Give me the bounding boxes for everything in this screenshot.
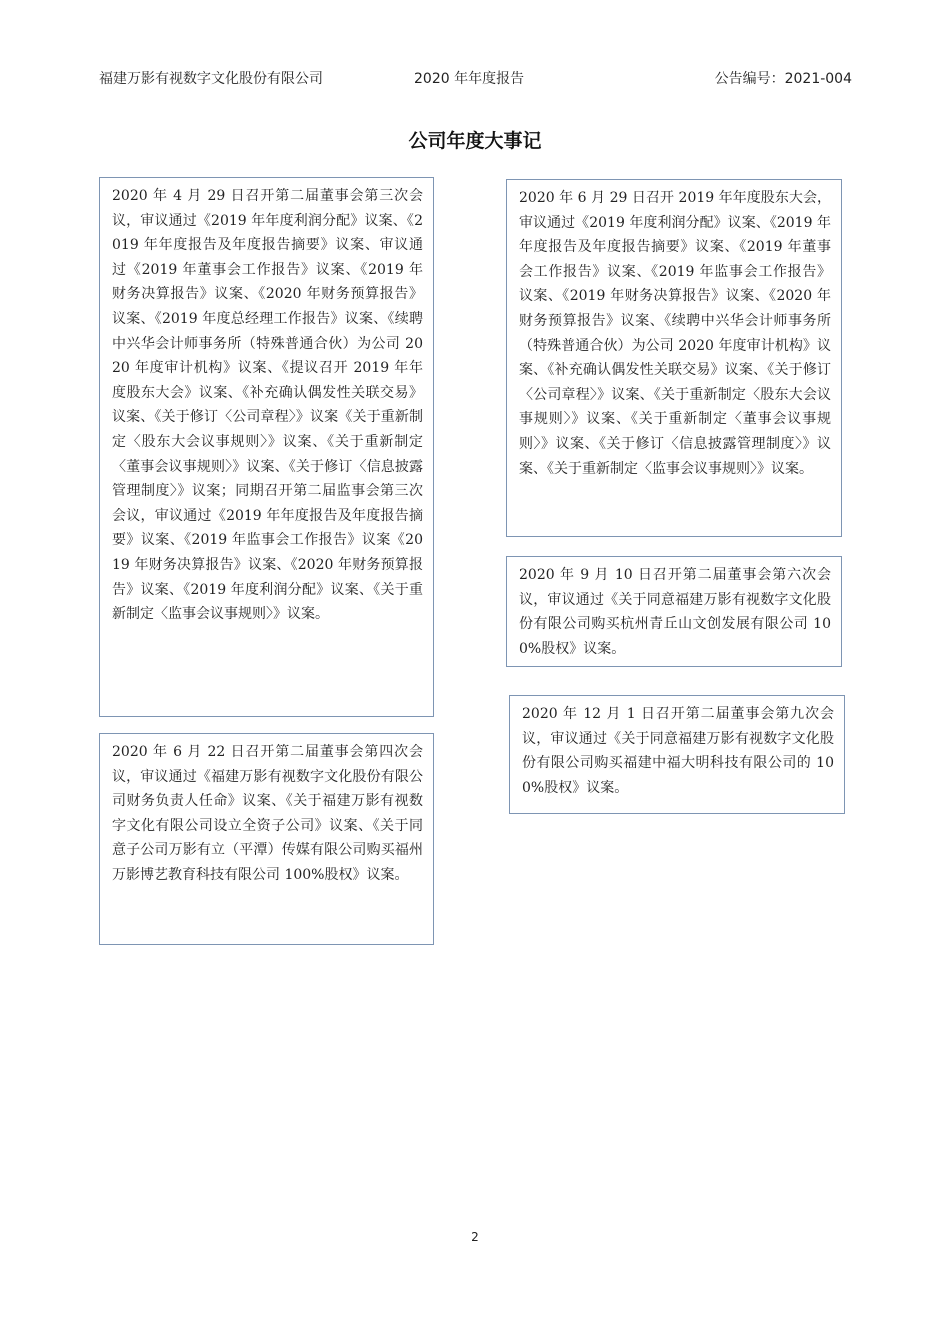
event-box-2020-06-22: 2020 年 6 月 22 日召开第二届董事会第四次会议，审议通过《福建万影有视数字文化股份有限公司财务负责人任命》议案、《关于福建万影有视数字文化有限公司设立全资子公司》议案、《关于同意子公司万影有立（平潭）传媒有限公司购买福州万影博艺教育科技有限公司 100%股权》议案。 xyxy=(99,733,434,945)
event-box-2020-06-29: 2020 年 6 月 29 日召开 2019 年年度股东大会，审议通过《2019 年度利润分配》议案、《2019 年年度报告及年度报告摘要》议案、《2019 年董事会工作报告》议案、《2019 年监事会工作报告》议案、《2019 年财务决算报告》议案、《2020 年财务预算报告》议案、《续聘中兴华会计师事务所（特殊普通合伙）为公司 2020 年度审计机构》议案、《补充确认偶发性关联交易》议案、《关于修订〈公司章程〉》议案、《关于重新制定〈股东大会议事规则〉》议案、《关于重新制定〈董事会议事规则〉》议案、《关于修订〈信息披露管理制度〉》议案、《关于重新制定〈监事会议事规则〉》议案。 xyxy=(506,179,842,537)
header-announcement-number: 公告编号：2021-004 xyxy=(714,71,852,87)
event-box-2020-12-01: 2020 年 12 月 1 日召开第二届董事会第九次会议，审议通过《关于同意福建万影有视数字文化股份有限公司购买福建中福大明科技有限公司的 100%股权》议案。 xyxy=(509,695,845,814)
event-box-2020-09-10: 2020 年 9 月 10 日召开第二届董事会第六次会议，审议通过《关于同意福建万影有视数字文化股份有限公司购买杭州青丘山文创发展有限公司 100%股权》议案。 xyxy=(506,556,842,667)
page-number: 2 xyxy=(471,1230,479,1244)
page-title: 公司年度大事记 xyxy=(408,130,542,152)
header-company-name: 福建万影有视数字文化股份有限公司 xyxy=(99,71,323,87)
event-box-2020-04-29: 2020 年 4 月 29 日召开第二届董事会第三次会议，审议通过《2019 年年度利润分配》议案、《2019 年年度报告及年度报告摘要》议案、审议通过《2019 年董事会工作报告》议案、《2019 年财务决算报告》议案、《2020 年财务预算报告》议案、《2019 年度总经理工作报告》议案、《续聘中兴华会计师事务所（特殊普通合伙）为公司 2020 年度审计机构》议案、《提议召开 2019 年年度股东大会》议案、《补充确认偶发性关联交易》议案、《关于修订〈公司章程〉》议案《关于重新制定〈股东大会议事规则〉》议案、《关于重新制定〈董事会议事规则〉》议案、《关于修订〈信息披露管理制度〉》议案；同期召开第二届监事会第三次会议，审议通过《2019 年年度报告及年度报告摘要》议案、《2019 年监事会工作报告》议案《2019 年财务决算报告》议案、《2020 年财务预算报告》议案、《2019 年度利润分配》议案、《关于重新制定〈监事会议事规则〉》议案。 xyxy=(99,177,434,717)
header-report-title: 2020 年年度报告 xyxy=(414,71,525,87)
